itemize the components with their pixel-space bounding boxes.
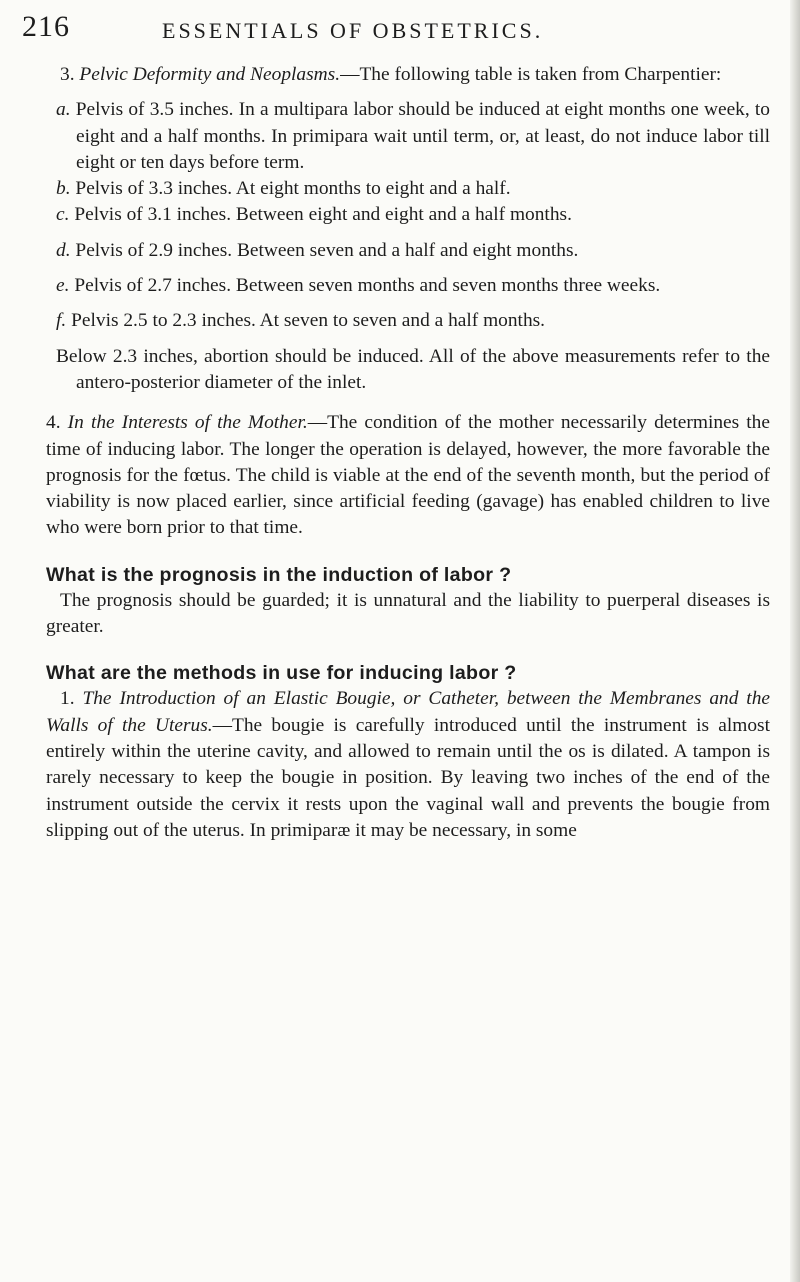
- method-1: [46, 686, 770, 844]
- question-prognosis-heading: What is the prognosis in the induction of labor ?: [46, 563, 512, 586]
- table-item-f: [46, 308, 770, 334]
- section-4: [46, 410, 770, 541]
- table-item-letter: a.: [56, 99, 71, 121]
- section-4-number: 4.: [46, 412, 61, 434]
- section-3-intro-text: —The following table is taken from Charpentier:: [340, 64, 722, 85]
- section-4-title: In the Interests of the Mother.: [67, 412, 308, 434]
- table-item-text: Pelvis of 2.9 inches. Between seven and a half and eight months.: [75, 239, 579, 261]
- table-item-letter: c.: [56, 204, 70, 226]
- section-4-text: —The condition of the mother necessarily determines the time of inducing labor. The longer the operation is delayed, however, the more favorable the prognosis for the fœtus. The child is viable at the end of the seventh month, but the period of viability is now placed earlier, since artificial feeding (gavage) has enabled children to live who were born prior to that time.: [46, 412, 770, 539]
- table-item-letter: f.: [56, 310, 67, 332]
- table-item-text: Pelvis of 2.7 inches. Between seven months and seven months three weeks.: [74, 275, 661, 297]
- method-1-number: 1.: [60, 688, 75, 710]
- page-edge-shadow: [790, 0, 800, 1282]
- section-3-intro: [46, 62, 770, 88]
- table-item-text: Pelvis of 3.5 inches. In a multipara labor should be induced at eight months one week, to eight and a half months. In primipara wait until term, or, at least, do not induce labor till eight or ten days before term.: [75, 99, 770, 173]
- table-item-letter: b.: [56, 178, 71, 200]
- table-item-text: Pelvis of 3.3 inches. At eight months to eight and a half.: [75, 178, 511, 200]
- page-number: 216: [22, 10, 70, 43]
- table-item-a: [46, 97, 770, 176]
- section-3-title: Pelvic Deformity and Neoplasms.: [79, 64, 341, 85]
- page-body: [46, 62, 770, 844]
- table-item-text: Pelvis of 3.1 inches. Between eight and eight and a half months.: [74, 204, 572, 226]
- table-item-e: [46, 273, 770, 299]
- page-header: [22, 10, 782, 50]
- table-item-text: Pelvis 2.5 to 2.3 inches. At seven to seven and a half months.: [71, 310, 546, 332]
- below-note: Below 2.3 inches, abortion should be induced. All of the above measurements refer to the antero-posterior diameter of the inlet.: [56, 345, 770, 393]
- question-prognosis-answer: The prognosis should be guarded; it is unnatural and the liability to puerperal diseases is greater.: [46, 589, 770, 638]
- table-item-c: [46, 202, 770, 228]
- table-item-d: [46, 238, 770, 264]
- method-1-text: —The bougie is carefully introduced until the instrument is almost entirely within the uterine cavity, and allowed to remain until the os is dilated. A tampon is rarely necessary to keep the bougie in position. By leaving two inches of the end of the instrument outside the cervix it rests upon the vaginal wall and prevents the bougie from slipping out of the uterus. In primiparæ it may be necessary, in some: [46, 714, 770, 841]
- section-3-number: 3.: [60, 64, 75, 85]
- table-item-b: [46, 176, 770, 202]
- running-head: ESSENTIALS OF OBSTETRICS.: [162, 18, 544, 43]
- table-item-letter: d.: [56, 239, 71, 261]
- table-item-letter: e.: [56, 275, 70, 297]
- question-methods-heading: What are the methods in use for inducing labor ?: [46, 662, 517, 685]
- method-1-title: The Introduction of an Elastic Bougie, or Catheter, between the Membranes and the Walls of the Uterus.: [46, 688, 770, 736]
